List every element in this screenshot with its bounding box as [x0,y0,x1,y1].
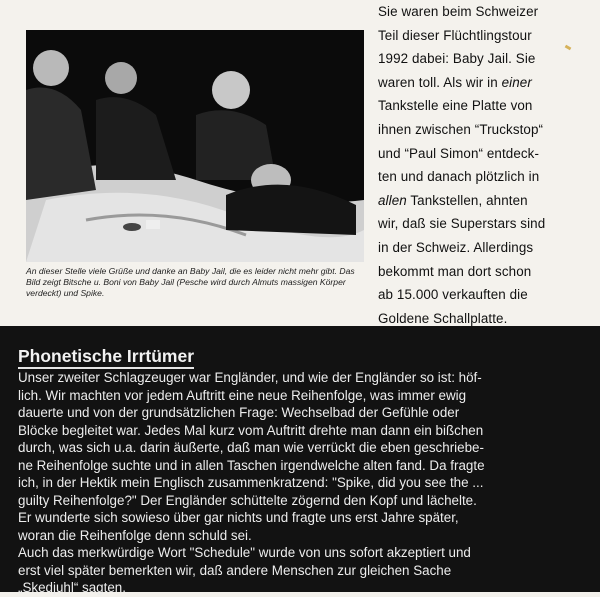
sidebar-line [378,24,588,48]
body-text [18,369,590,597]
sidebar-line-part: 1992 dabei: Baby Jail. Sie [378,51,536,67]
photo-caption: An dieser Stelle viele Grüße und danke an Baby Jail, die es leider nicht mehr gibt. Das Bild zeigt Bitsche u. Boni von Baby Jail (Pesche wird durch Almuts massigen Körper verdeckt) und Spike. [26,266,355,298]
body-line: durch, was sich u.a. darin äußerte, daß man wie verrückt die eben geschriebe- [18,440,484,455]
sidebar-line [378,283,588,307]
sidebar-line [378,47,588,71]
body-line: ich, in der Hektik mein Englisch zusammenkratzend: "Spike, did you see the ... [18,475,484,490]
body-line: dauerte und von der grundsätzlichen Frage: Wechselbad der Gefühle oder [18,405,460,420]
body-line: woran die Reihenfolge denn schuld sei. [18,527,252,543]
body-line: Unser zweiter Schlagzeuger war Engländer, und wie der Engländer so ist: höf- [18,370,482,385]
sidebar-line [378,189,588,213]
sidebar-line-part: Goldene Schallplatte. [378,310,508,326]
sidebar-line [378,94,588,118]
body-line: Blöcke begleitet war. Jedes Mal kurz vom Auftritt drehte man dann ein bißchen [18,422,484,438]
sidebar-line-part: ten und danach plötzlich in [378,169,540,185]
body-line: „Skedjuhl“ sagten. [18,580,126,595]
sidebar-line-part: bekommt man dort schon [378,263,532,279]
band-photo [26,30,364,262]
section-heading: Phonetische Irrtümer [18,346,194,369]
sidebar-line-part: ihnen zwischen “Truckstop“ [378,121,544,137]
sidebar-line-part: ab 15.000 verkauften die [378,287,528,303]
sidebar-line [378,165,588,189]
body-line: Er wunderte sich sowieso über gar nichts und fragte uns erst Jahre später, [18,510,459,525]
sidebar-line-part: Sie waren beim Schweizer [378,4,539,19]
sidebar-line [378,260,588,284]
body-line: ne Reihenfolge suchte und in allen Taschen irgendwelche alten fand. Da fragte [18,457,485,473]
sidebar-line-part: Teil dieser Flüchtlingstour [378,27,532,43]
sidebar-line-part: waren toll. Als wir in [378,74,502,90]
band-photo-image [26,30,364,262]
sidebar-line-part: einer [501,74,532,90]
body-line: Auch das merkwürdige Wort "Schedule" wurde von uns sofort akzeptiert und [18,545,471,560]
sidebar-line [378,236,588,260]
sidebar-line [378,212,588,236]
sidebar-line [378,71,588,95]
sidebar-line-part: allen [378,192,407,208]
sidebar-line-part: und “Paul Simon“ entdeck- [378,145,540,161]
sidebar-line [378,0,588,24]
sidebar-line [378,142,588,166]
bottom-section [0,326,600,595]
sidebar-line-part: wir, daß sie Superstars sind [378,216,546,232]
sidebar-line-part: Tankstellen, ahnten [406,192,528,208]
body-line: erst viel später bemerkten wir, daß andere Menschen zur gleichen Sache [18,562,452,578]
sidebar-text [378,0,588,330]
sidebar-line-part: in der Schweiz. Allerdings [378,239,534,255]
sidebar-line-part: Tankstelle eine Platte von [378,98,533,114]
body-line: guilty Reihenfolge?" Der Engländer schüttelte zögernd den Kopf und lächelte. [18,492,477,508]
sidebar-line [378,118,588,142]
body-line: lich. Wir machten vor jedem Auftritt eine neue Reihenfolge, was immer ewig [18,387,467,403]
